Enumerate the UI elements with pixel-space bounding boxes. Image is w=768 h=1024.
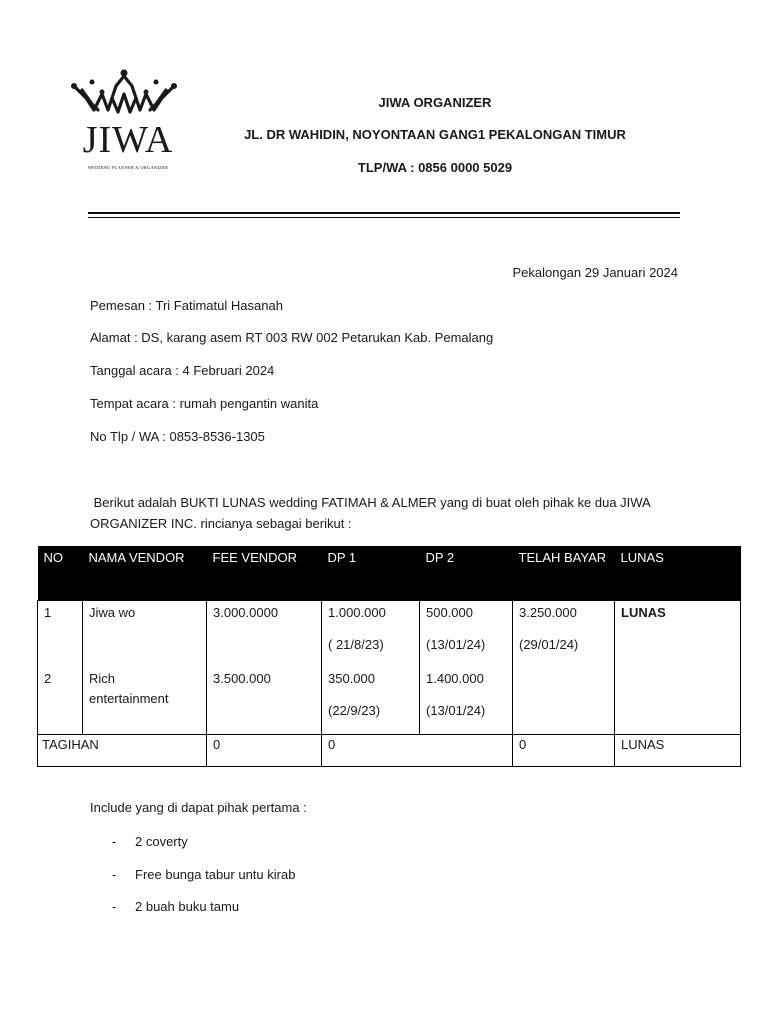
header-divider-thin <box>88 217 680 218</box>
list-item: Free bunga tabur untu kirab <box>135 867 296 882</box>
include-title: Include yang di dapat pihak pertama : <box>90 800 307 815</box>
date-line: Pekalongan 29 Januari 2024 <box>512 265 678 280</box>
row1-dp1-date: ( 21/8/23) <box>328 637 384 652</box>
row1-vendor: Jiwa wo <box>89 605 136 620</box>
detail-event-date: Tanggal acara : 4 Februari 2024 <box>90 363 275 378</box>
logo-word: JIWA <box>82 119 174 161</box>
intro-paragraph: Berikut adalah BUKTI LUNAS wedding FATIMAH & ALMER yang di buat oleh pihak ke dua JIWA ORGANIZER INC. rincianya sebagai berikut : <box>90 495 654 531</box>
list-item: 2 coverty <box>135 834 188 849</box>
total-label: TAGIHAN <box>38 735 207 767</box>
company-address: JL. DR WAHIDIN, NOYONTAAN GANG1 PEKALONGAN TIMUR <box>244 127 626 142</box>
company-name: JIWA ORGANIZER <box>378 95 492 110</box>
row1-paid-date: (29/01/24) <box>519 637 579 652</box>
row2-fee: 3.500.000 <box>213 671 271 686</box>
table-row <box>38 601 741 735</box>
col-fee: FEE VENDOR <box>207 546 322 601</box>
detail-customer: Pemesan : Tri Fatimatul Hasanah <box>90 298 283 313</box>
col-status: LUNAS <box>615 546 741 601</box>
vendor-table <box>37 546 741 767</box>
logo-tagline: WEDDING PLANNER & ORGANIZER <box>87 165 169 170</box>
header-divider <box>88 212 680 214</box>
detail-venue: Tempat acara : rumah pengantin wanita <box>90 396 319 411</box>
table-header-row <box>38 546 741 601</box>
col-no: NO <box>38 546 83 601</box>
total-paid: 0 <box>513 735 615 767</box>
status-badge: LUNAS <box>621 605 666 620</box>
detail-address: Alamat : DS, karang asem RT 003 RW 002 Petarukan Kab. Pemalang <box>90 330 494 345</box>
col-dp2: DP 2 <box>420 546 513 601</box>
row1-fee: 3.000.0000 <box>213 605 279 620</box>
list-item: 2 buah buku tamu <box>135 899 240 914</box>
row2-no: 2 <box>44 671 52 686</box>
col-paid: TELAH BAYAR <box>513 546 615 601</box>
total-fee: 0 <box>207 735 322 767</box>
col-dp1: DP 1 <box>322 546 420 601</box>
row2-dp2-date: (13/01/24) <box>426 703 486 718</box>
row1-no: 1 <box>44 605 52 620</box>
row2-dp2: 1.400.000 <box>426 671 484 686</box>
list-bullet: - <box>112 867 117 882</box>
row1-paid: 3.250.000 <box>519 605 577 620</box>
company-logo <box>68 68 180 176</box>
row1-dp2-date: (13/01/24) <box>426 637 486 652</box>
list-bullet: - <box>112 834 117 849</box>
row2-vendor: Rich entertainment <box>89 671 169 706</box>
total-dp: 0 <box>322 735 513 767</box>
col-vendor: NAMA VENDOR <box>83 546 207 601</box>
detail-phone: No Tlp / WA : 0853-8536-1305 <box>90 429 265 444</box>
row2-dp1: 350.000 <box>328 671 375 686</box>
row1-dp1: 1.000.000 <box>328 605 386 620</box>
table-total-row <box>38 735 741 767</box>
total-status: LUNAS <box>615 735 741 767</box>
row2-dp1-date: (22/9/23) <box>328 703 381 718</box>
company-phone: TLP/WA : 0856 0000 5029 <box>357 160 513 175</box>
list-bullet: - <box>112 899 117 914</box>
row1-dp2: 500.000 <box>426 605 473 620</box>
